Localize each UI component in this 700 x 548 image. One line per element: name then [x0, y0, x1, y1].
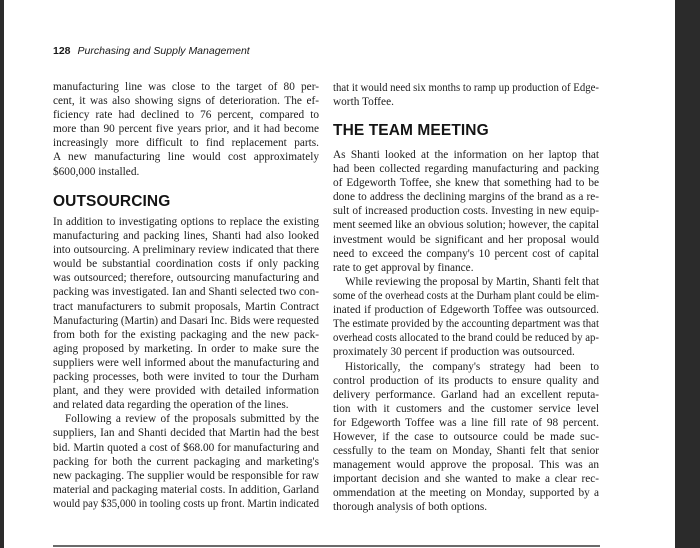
text-line: Historically, the company's strategy had been to — [345, 360, 599, 373]
text-line: thorough analysis of both options. — [333, 501, 488, 514]
text-line: control production of its products to ensure quality and — [333, 374, 599, 387]
text-line: sult of increased production costs. Investing in new equip- — [333, 205, 599, 218]
text-line: done to address the declining margins of the brand as a re- — [333, 191, 599, 204]
text-line: would be substantial coordination costs if only packing — [53, 258, 319, 271]
text-line: manufacturing line was close to the target of 80 per- — [53, 81, 319, 93]
text-line: suppliers were well informed about the manufacturing and — [53, 356, 319, 369]
text-line: delivery performance. Garland had an excellent reputa- — [333, 388, 599, 401]
text-line: packing for both the current packaging and marketing's — [53, 455, 319, 468]
text-line: cent, it was also showing signs of deterioration. The ef- — [53, 95, 319, 108]
text-line: cessfully to the team on Monday, Shanti felt that senior — [333, 445, 599, 458]
text-line: and related data regarding the operation of the lines. — [53, 399, 289, 412]
text-line: tion with it customers and the customer service level — [333, 402, 599, 415]
text-line: proximately 30 percent if production was outsourced. — [333, 346, 575, 359]
right-paragraph-3 — [333, 360, 599, 515]
text-line: packing was investigated. Ian and Shanti selected two con- — [53, 286, 319, 299]
text-line: The estimate provided by the accounting department was that — [333, 318, 599, 331]
text-line: need to exceed the company's 10 percent cost of capital — [333, 247, 599, 260]
section-heading-outsourcing: OUTSOURCING — [53, 193, 171, 210]
text-line: rate to get approval by finance. — [333, 261, 474, 274]
left-paragraph-3 — [53, 412, 319, 511]
text-line: bid. Martin quoted a cost of $68.00 for manufacturing and — [53, 441, 319, 454]
text-line: aging proposed by marketing. In order to make sure the — [53, 342, 319, 355]
text-line: A new manufacturing line would cost approximately — [53, 151, 319, 164]
text-line: material and packaging material costs. In addition, Garland — [53, 483, 319, 496]
page-number: 128 — [53, 45, 71, 57]
text-line: of Edgeworth Toffee, she knew that something had to be — [333, 177, 599, 190]
text-line: that it would need six months to ramp up production of Edge- — [333, 82, 599, 94]
text-line: management would approve the proposal. This was an — [333, 459, 599, 472]
text-line: plant, and they were provided with detailed information — [53, 385, 319, 398]
text-line: more than 90 percent five years prior, and it had become — [53, 123, 319, 136]
text-line: However, if the case to outsource could be made suc- — [333, 430, 599, 443]
text-line: manufacturing and packing lines, Shanti had also looked — [53, 230, 319, 243]
text-line: had been collected regarding manufacturing and packing — [333, 163, 599, 176]
text-line: In addition to investigating options to replace the existing — [53, 216, 319, 228]
running-header — [53, 45, 250, 57]
text-line: As Shanti looked at the information on her laptop that — [333, 149, 599, 161]
right-paragraph-continued — [333, 81, 599, 109]
text-line: important decision and she wanted to make a clear rec- — [333, 473, 599, 486]
text-line: was outsourced; therefore, outsourcing manufacturing and — [53, 272, 319, 285]
left-paragraph-2 — [53, 215, 319, 412]
right-paragraph-1 — [333, 148, 599, 275]
text-line: ommendation at the meeting on Monday, supported by a — [333, 487, 599, 500]
footer-rule — [53, 545, 600, 547]
text-line: tract manufacturers to submit proposals, Martin Contract — [53, 300, 319, 313]
text-line: some of the overhead costs at the Durham plant could be elim- — [333, 289, 599, 302]
text-line: Manufacturing (Martin) and Dasari Inc. Bids were requested — [53, 314, 319, 327]
right-paragraph-2 — [333, 275, 599, 360]
text-line: from both for the existing packaging and the new pack- — [53, 328, 319, 341]
text-line: inated if production of Edgeworth Toffee was outsourced. — [333, 304, 599, 317]
text-line: new packaging. The supplier would be responsible for raw — [53, 469, 319, 482]
text-line: worth Toffee. — [333, 96, 394, 109]
text-line: ficiency rate had declined to 76 percent, compared to — [53, 109, 319, 122]
text-line: While reviewing the proposal by Martin, Shanti felt that — [345, 275, 599, 288]
section-heading-team-meeting: THE TEAM MEETING — [333, 122, 489, 139]
text-line: into outsourcing. A preliminary review indicated that there — [53, 244, 319, 257]
text-line: $600,000 installed. — [53, 165, 140, 178]
text-line: increasingly more difficult to find replacement parts. — [53, 137, 319, 150]
text-line: for Edgeworth Toffee was a line fill rate of 98 percent. — [333, 416, 599, 429]
left-paragraph-1 — [53, 80, 319, 179]
text-line: would pay $35,000 in tooling costs up front. Martin indicated — [53, 497, 319, 510]
viewer-right-border — [675, 0, 700, 548]
text-line: suppliers, Ian and Shanti decided that Martin had the best — [53, 427, 319, 440]
text-line: packing processes, both were invited to tour the Durham — [53, 371, 319, 384]
viewer-left-border — [0, 0, 4, 548]
text-line: investment would be significant and her proposal would — [333, 233, 599, 246]
text-line: overhead costs allocated to the brand could be reduced by ap- — [333, 332, 599, 345]
text-line: ment seemed like an obvious solution; however, the capital — [333, 219, 599, 232]
text-line: Following a review of the proposals submitted by the — [65, 413, 319, 426]
book-title: Purchasing and Supply Management — [77, 45, 250, 57]
